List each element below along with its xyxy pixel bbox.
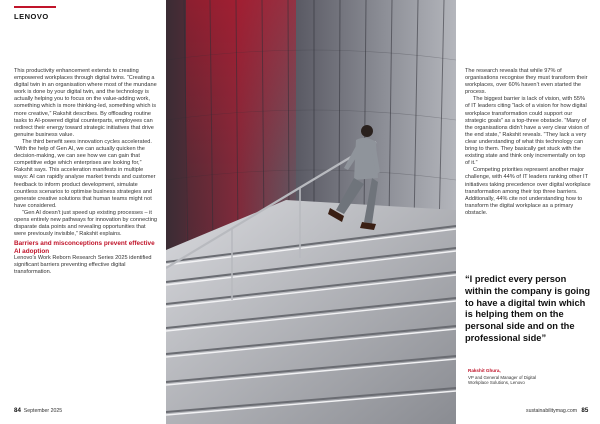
left-article-column <box>14 68 158 276</box>
pull-quote: “I predict every person within the company is going to have a digital twin which is helping them on the personal side and on the professional side” <box>465 274 590 343</box>
right-footer <box>526 407 588 414</box>
section-subheading: Barriers and misconceptions prevent effective AI adoption <box>14 240 155 255</box>
website-url: sustainabilitymag.com <box>526 408 578 414</box>
page-number: 85 <box>581 407 589 414</box>
stairs-photo <box>166 0 456 424</box>
article-paragraph: This productivity enhancement extends to creating empowered workplaces through digital twins. “Creating a digital twin in an organisation where most of the mundane work is done by your digital twin, and the technology is actually helping you to focus on the value-adding work, something which is more thinking-led, something which is more creative,” Rakshit describes. By offloading routine tasks to AI-powered digital counterparts, employees can redirect their energy toward strategic initiatives that drive genuine business value. <box>14 68 157 138</box>
article-paragraph: “Gen AI doesn’t just speed up existing processes – it opens entirely new pathways for innovation by connecting disparate data points and revealing opportunities that were previously invisible,” Rakshit explains. <box>14 209 158 238</box>
quote-attribution-role: VP and General Manager of Digital Workplace Solutions, Lenovo <box>468 375 537 386</box>
page-number: 84 <box>14 407 21 414</box>
right-page <box>456 0 600 424</box>
article-paragraph: Lenovo’s Work Reborn Research Series 2025 identified significant barriers preventing effective digital transformation. <box>14 255 152 276</box>
brand-label: LENOVO <box>14 12 49 21</box>
article-paragraph: The research reveals that while 97% of organisations recognise they must transform their workplaces, over 60% haven’t even started the process. <box>465 68 588 96</box>
left-footer <box>14 407 62 414</box>
left-page <box>0 0 166 424</box>
article-paragraph: The third benefit sees innovation cycles accelerated. “With the help of Gen AI, we can actually quicken the decision-making, we can see how we can gain that competitive edge which enterprises are looking for,” Rakshit says. This acceleration manifests in multiple ways: AI can rapidly analyse market trends and customer feedback to inform product development, simulate countless scenarios to optimise business strategies and generate creative solutions that human teams might not have considered. <box>14 138 156 209</box>
article-paragraph: Competing priorities represent another major challenge, with 44% of IT leaders ranking other IT initiatives taking precedence over digital workplace transformation among their top three barriers. Additionally, 44% cite not understanding how to transform the digital workplace as a primary obstacle. <box>465 167 591 216</box>
right-article-column <box>465 68 591 217</box>
issue-date: September 2025 <box>23 408 63 414</box>
article-paragraph: The biggest barrier is lack of vision, with 55% of IT leaders citing “lack of a vision for how digital workplace transformation could support our strategic goals” as a top-three obstacle. “Many of the organisations didn’t have a very clear vision of the end state,” Rakshit reveals. “They lack a very clear understanding of what this technology can bring to them. They basically get stuck with the existing state and think only incrementally on top of it.” <box>465 96 589 167</box>
brand-accent-bar <box>14 6 56 8</box>
quote-attribution-name: Rakshit Ghura, <box>468 368 501 373</box>
